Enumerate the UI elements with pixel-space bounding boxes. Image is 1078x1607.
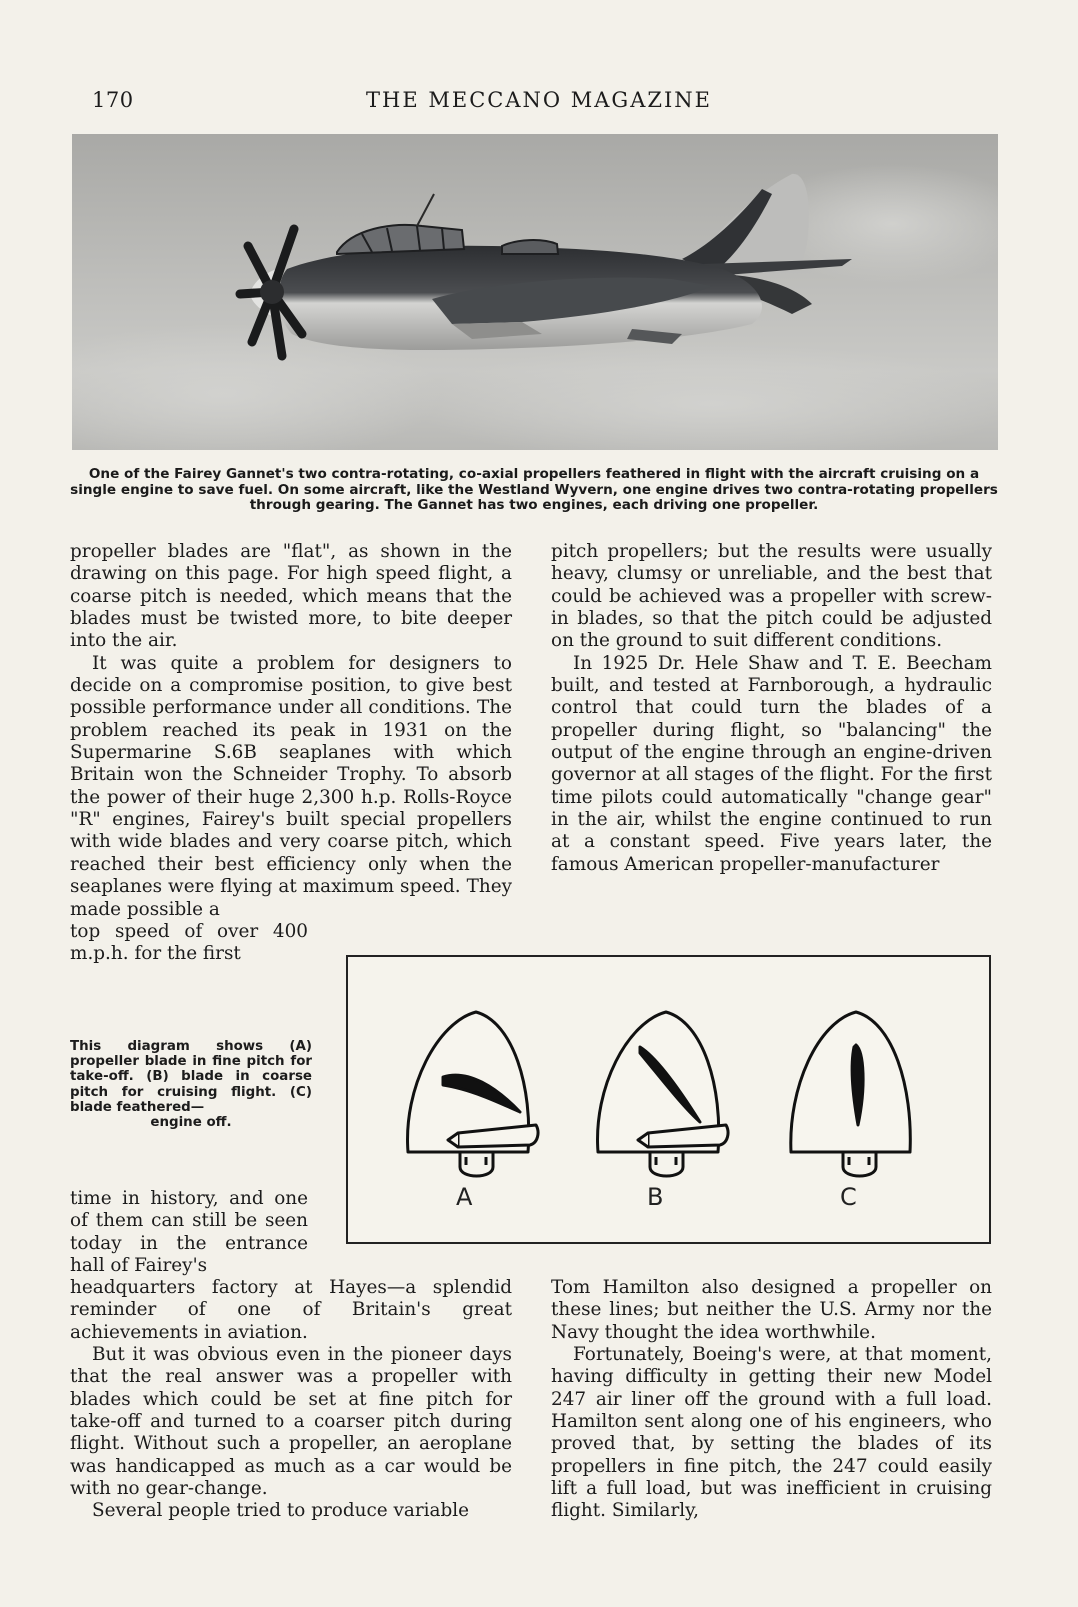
paragraph: In 1925 Dr. Hele Shaw and T. E. Beecham built, and tested at Farnborough, a hydraulic control that could turn the blades of a propeller during flight, so "balancing" the output of the engine through an engine-driven governor at all stages of the flight. For the first time pilots could automatically "change gear" in the air, whilst the engine continued to run at a constant speed. Five years later, the famous American propeller-manufacturer — [551, 652, 992, 875]
paragraph: Fortunately, Boeing's were, at that moment, having difficulty in getting their new Model 247 air liner off the ground with a full load. Hamilton sent along one of his engineers, who proved that, by setting the blades of its propellers in fine pitch, the 247 could easily lift a full load, but was inefficient in cruising flight. Similarly, — [551, 1344, 992, 1522]
paragraph: time in history, and one of them can still be seen today in the entrance hall of Fairey's — [70, 1188, 308, 1277]
article-left-narrow-a — [70, 921, 308, 966]
paragraph: headquarters factory at Hayes—a splendid reminder of one of Britain's great achievements in aviation. — [70, 1277, 512, 1343]
blade-b-drawing — [598, 1012, 728, 1176]
diagram-caption — [70, 1039, 312, 1130]
article-left-column-top — [70, 541, 512, 921]
article-right-column-top — [551, 541, 992, 876]
diagram-caption-last: engine off. — [150, 1115, 232, 1131]
diagram-label-a: A — [456, 1183, 473, 1211]
paragraph: pitch propellers; but the results were usually heavy, clumsy or unreliable, and the best that could be achieved was a propeller with screw-in blades, so that the pitch could be adjusted on the ground to suit different conditions. — [551, 541, 992, 652]
photo-caption: One of the Fairey Gannet's two contra-rotating, co-axial propellers feathered in flight with the aircraft cruising on a single engine to save fuel. On some aircraft, like the Westland Wyvern, one engine drives two contra-rotating propellers through gearing. The Gannet has two engines, each driving one propeller. — [70, 466, 998, 513]
paragraph: But it was obvious even in the pioneer days that the real answer was a propeller with blades which could be set at fine pitch for take-off and turned to a coarser pitch during flight. Without such a propeller, an aeroplane was handicapped as much as a car would be with no gear-change. — [70, 1344, 512, 1500]
paragraph: Several people tried to produce variable — [92, 1500, 470, 1522]
page-number: 170 — [92, 88, 134, 112]
diagram-caption-main: This diagram shows (A) propeller blade in fine pitch for take-off. (B) blade in coarse pitch for cruising flight. (C) blade feathered— — [70, 1039, 312, 1115]
paragraph: top speed of over 400 m.p.h. for the first — [70, 921, 308, 965]
propeller-pitch-diagram — [346, 955, 991, 1244]
diagram-label-c: C — [840, 1183, 857, 1211]
article-right-column-bottom — [551, 1277, 992, 1523]
article-left-narrow-b — [70, 1188, 308, 1277]
magazine-title: THE MECCANO MAGAZINE — [366, 88, 712, 112]
diagram-label-b: B — [647, 1183, 664, 1211]
fairey-gannet-aircraft-photo — [72, 134, 998, 450]
blade-a-drawing — [408, 1012, 538, 1176]
aircraft-photo — [72, 134, 998, 450]
paragraph: Tom Hamilton also designed a propeller on these lines; but neither the U.S. Army nor the Navy thought the idea worthwhile. — [551, 1277, 992, 1343]
paragraph: propeller blades are "flat", as shown in the drawing on this page. For high speed flight, a coarse pitch is needed, which means that the blades must be twisted more, to bite deeper into the air. — [70, 541, 512, 652]
paragraph: It was quite a problem for designers to decide on a compromise position, to give best possible performance under all conditions. The problem reached its peak in 1931 on the Supermarine S.6B seaplanes with which Britain won the Schneider Trophy. To absorb the power of their huge 2,300 h.p. Rolls-Royce "R" engines, Fairey's built special propellers with wide blades and very coarse pitch, which reached their best efficiency only when the seaplanes were flying at maximum speed. They made possible a — [70, 652, 512, 920]
propeller-blade-drawings — [348, 957, 993, 1246]
blade-c-drawing — [791, 1012, 911, 1176]
article-left-column-bottom — [70, 1277, 512, 1523]
